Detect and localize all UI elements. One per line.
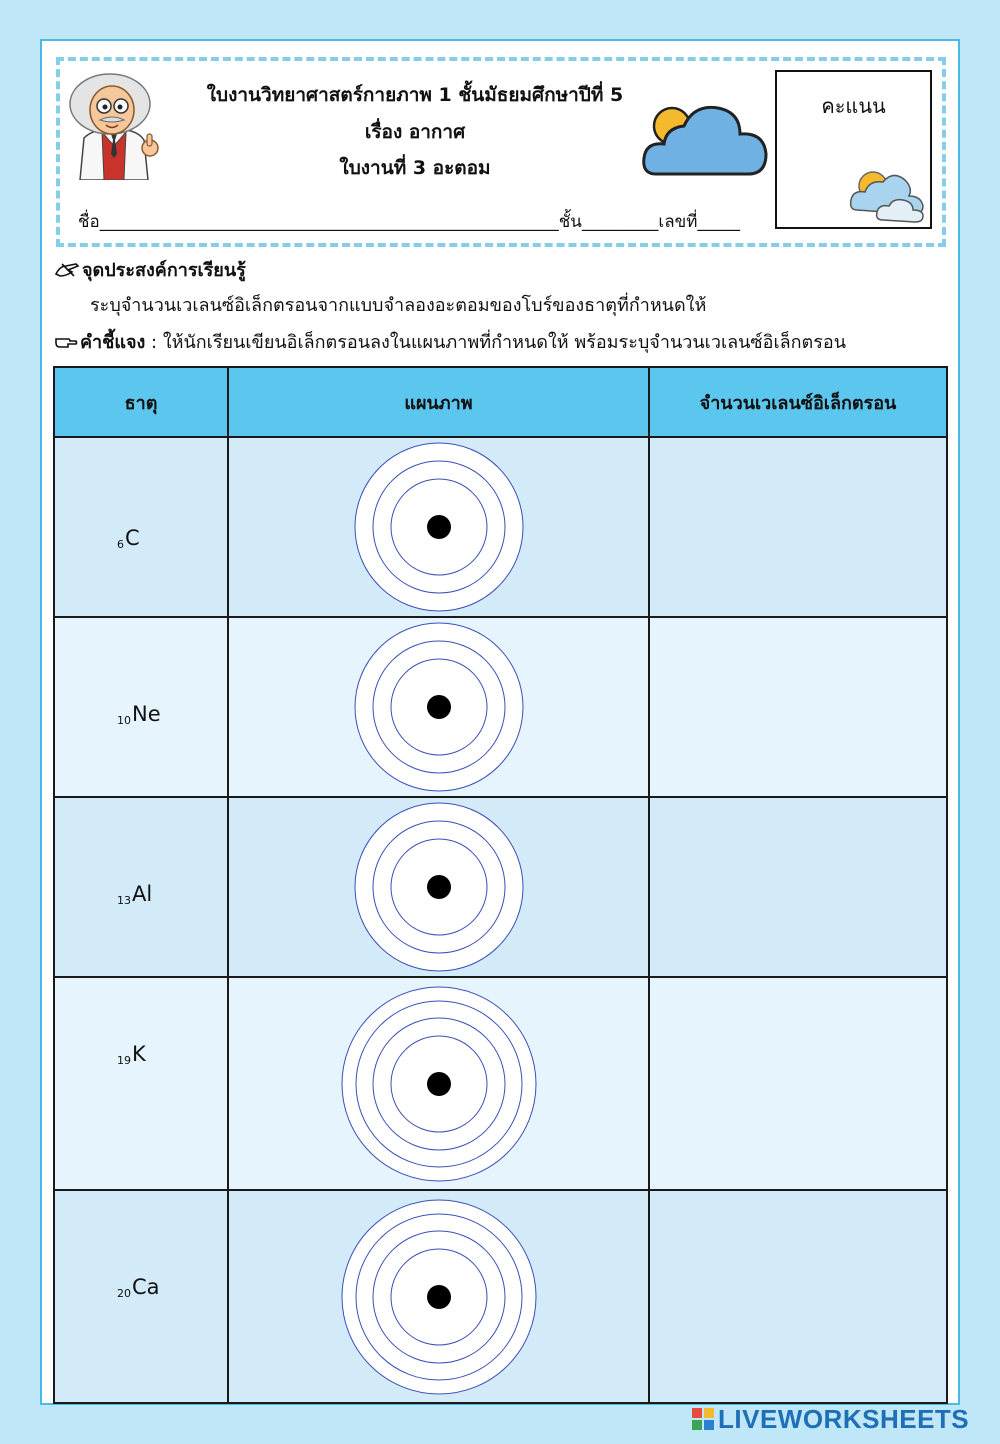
- element-cell: [54, 977, 228, 1190]
- instruction-text: ให้นักเรียนเขียนอิเล็กตรอนลงในแผนภาพที่กำหนดให้ พร้อมระบุจำนวนเวเลนซ์อิเล็กตรอน: [162, 332, 847, 353]
- table-row: [54, 437, 947, 617]
- element-cell: [54, 797, 228, 977]
- element-symbol: [117, 1042, 146, 1067]
- diagram-cell[interactable]: [228, 977, 649, 1190]
- diagram-cell[interactable]: [228, 1190, 649, 1403]
- score-label: คะแนน: [821, 94, 886, 118]
- instruction-label: คำชี้แจง: [80, 332, 146, 353]
- bohr-model-diagram[interactable]: [340, 1198, 538, 1396]
- student-info-line: ชื่อ______________________________________________________ชั้น_________เลขที่_____: [78, 212, 740, 232]
- nucleus: [427, 875, 451, 899]
- header-element: ธาตุ: [54, 367, 228, 437]
- header-valence-electrons: จำนวนเวเลนซ์อิเล็กตรอน: [649, 367, 947, 437]
- element-symbol: [117, 882, 152, 907]
- atomic-number: 19: [117, 1054, 131, 1067]
- nucleus: [427, 1072, 451, 1096]
- valence-answer-cell[interactable]: [649, 1190, 947, 1403]
- header-diagram: แผนภาพ: [228, 367, 649, 437]
- table-row: [54, 977, 947, 1190]
- bohr-model-diagram[interactable]: [340, 985, 538, 1183]
- element-letter: Ne: [132, 702, 161, 726]
- element-symbol: [117, 526, 140, 551]
- diagram-cell[interactable]: [228, 617, 649, 797]
- cloud-sun-icon: [640, 98, 770, 182]
- nucleus: [427, 515, 451, 539]
- instruction-line: [54, 327, 846, 356]
- pointing-hand-icon: [54, 333, 78, 349]
- element-cell: [54, 617, 228, 797]
- writing-hand-icon: [54, 260, 80, 278]
- element-letter: K: [132, 1042, 146, 1066]
- nucleus: [427, 695, 451, 719]
- atomic-number: 20: [117, 1287, 131, 1300]
- instruction-separator: :: [145, 332, 163, 353]
- scientist-mascot-icon: [64, 68, 164, 180]
- atom-worksheet-table: [53, 366, 948, 1404]
- valence-answer-cell[interactable]: [649, 977, 947, 1190]
- element-cell: [54, 1190, 228, 1403]
- objective-heading: [54, 255, 246, 284]
- bohr-model-diagram[interactable]: [353, 801, 525, 973]
- diagram-cell[interactable]: [228, 797, 649, 977]
- worksheet-number-title: ใบงานที่ 3 อะตอม: [339, 157, 491, 179]
- liveworksheets-logo-icon: [692, 1408, 714, 1430]
- atomic-number: 10: [117, 714, 131, 727]
- element-symbol: [117, 702, 161, 727]
- diagram-cell[interactable]: [228, 437, 649, 617]
- table-row: [54, 617, 947, 797]
- element-letter: C: [125, 526, 140, 550]
- atomic-number: 6: [117, 538, 124, 551]
- worksheet-title: ใบงานวิทยาศาสตร์กายภาพ 1 ชั้นมัธยมศึกษาปีที่ 5: [206, 84, 624, 106]
- topic-title: เรื่อง อากาศ: [364, 121, 466, 143]
- score-box: [775, 70, 932, 229]
- valence-answer-cell[interactable]: [649, 437, 947, 617]
- element-symbol: [117, 1275, 160, 1300]
- objective-text: ระบุจำนวนเวเลนซ์อิเล็กตรอนจากแบบจำลองอะตอมของโบร์ของธาตุที่กำหนดให้: [90, 295, 707, 316]
- element-letter: Ca: [132, 1275, 160, 1299]
- watermark-text: LIVEWORKSHEETS: [718, 1404, 970, 1434]
- bohr-model-diagram[interactable]: [353, 441, 525, 613]
- element-cell: [54, 437, 228, 617]
- element-letter: Al: [132, 882, 153, 906]
- table-row: [54, 797, 947, 977]
- table-row: [54, 1190, 947, 1403]
- objective-heading-text: จุดประสงค์การเรียนรู้: [82, 260, 246, 281]
- valence-answer-cell[interactable]: [649, 797, 947, 977]
- nucleus: [427, 1285, 451, 1309]
- valence-answer-cell[interactable]: [649, 617, 947, 797]
- liveworksheets-watermark: [692, 1404, 969, 1435]
- cloud-sun-small-icon: [847, 166, 929, 224]
- bohr-model-diagram[interactable]: [353, 621, 525, 793]
- table-header-row: [54, 367, 947, 437]
- atomic-number: 13: [117, 894, 131, 907]
